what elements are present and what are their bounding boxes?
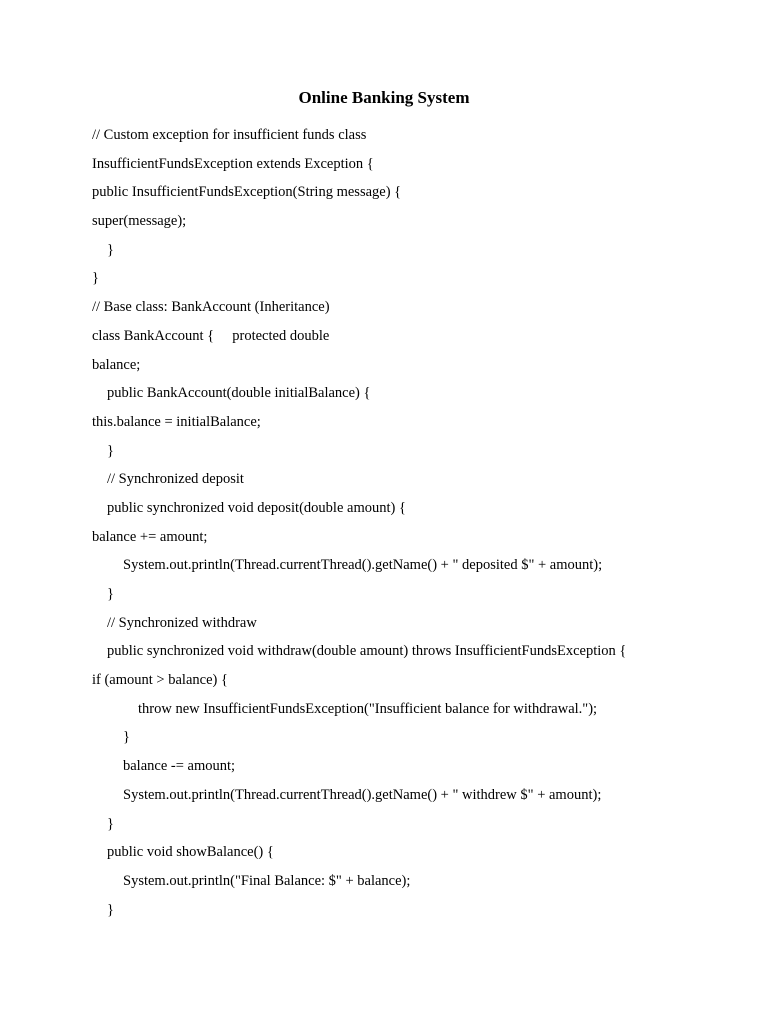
code-line: this.balance = initialBalance; — [92, 413, 261, 430]
code-line: // Synchronized deposit — [107, 471, 244, 488]
code-line: // Custom exception for insufficient funds class — [92, 127, 367, 143]
code-line: InsufficientFundsException extends Exception { — [92, 155, 374, 172]
code-line: class BankAccount { protected double — [92, 327, 330, 344]
document-title: Online Banking System — [298, 88, 470, 107]
code-line: balance -= amount; — [123, 758, 236, 775]
code-line: if (amount > balance) { — [92, 672, 228, 689]
code-line: public BankAccount(double initialBalance) { — [107, 385, 371, 402]
code-line: public synchronized void deposit(double amount) { — [107, 499, 406, 516]
code-line: balance += amount; — [92, 528, 208, 545]
code-line: } — [92, 270, 99, 287]
code-line: balance; — [92, 356, 141, 373]
code-line: public void showBalance() { — [107, 844, 274, 861]
code-line: } — [123, 729, 130, 746]
code-line: } — [107, 815, 114, 832]
code-line: // Synchronized withdraw — [107, 614, 257, 631]
code-line: System.out.println(Thread.currentThread().getName() + " deposited $" + amount); — [123, 557, 603, 574]
code-line: } — [107, 241, 114, 258]
code-line: // Base class: BankAccount (Inheritance) — [92, 299, 330, 316]
code-line: public synchronized void withdraw(double amount) throws InsufficientFundsException { — [107, 643, 627, 660]
code-listing — [92, 121, 732, 924]
code-line: super(message); — [92, 213, 187, 230]
code-line: } — [107, 901, 114, 918]
code-line: System.out.println(Thread.currentThread().getName() + " withdrew $" + amount); — [123, 786, 602, 803]
code-line: throw new InsufficientFundsException("Insufficient balance for withdrawal."); — [138, 700, 598, 717]
code-line: System.out.println("Final Balance: $" + balance); — [123, 872, 411, 889]
code-line: public InsufficientFundsException(String message) { — [92, 184, 402, 201]
code-line: } — [107, 442, 114, 459]
code-line: } — [107, 586, 114, 602]
